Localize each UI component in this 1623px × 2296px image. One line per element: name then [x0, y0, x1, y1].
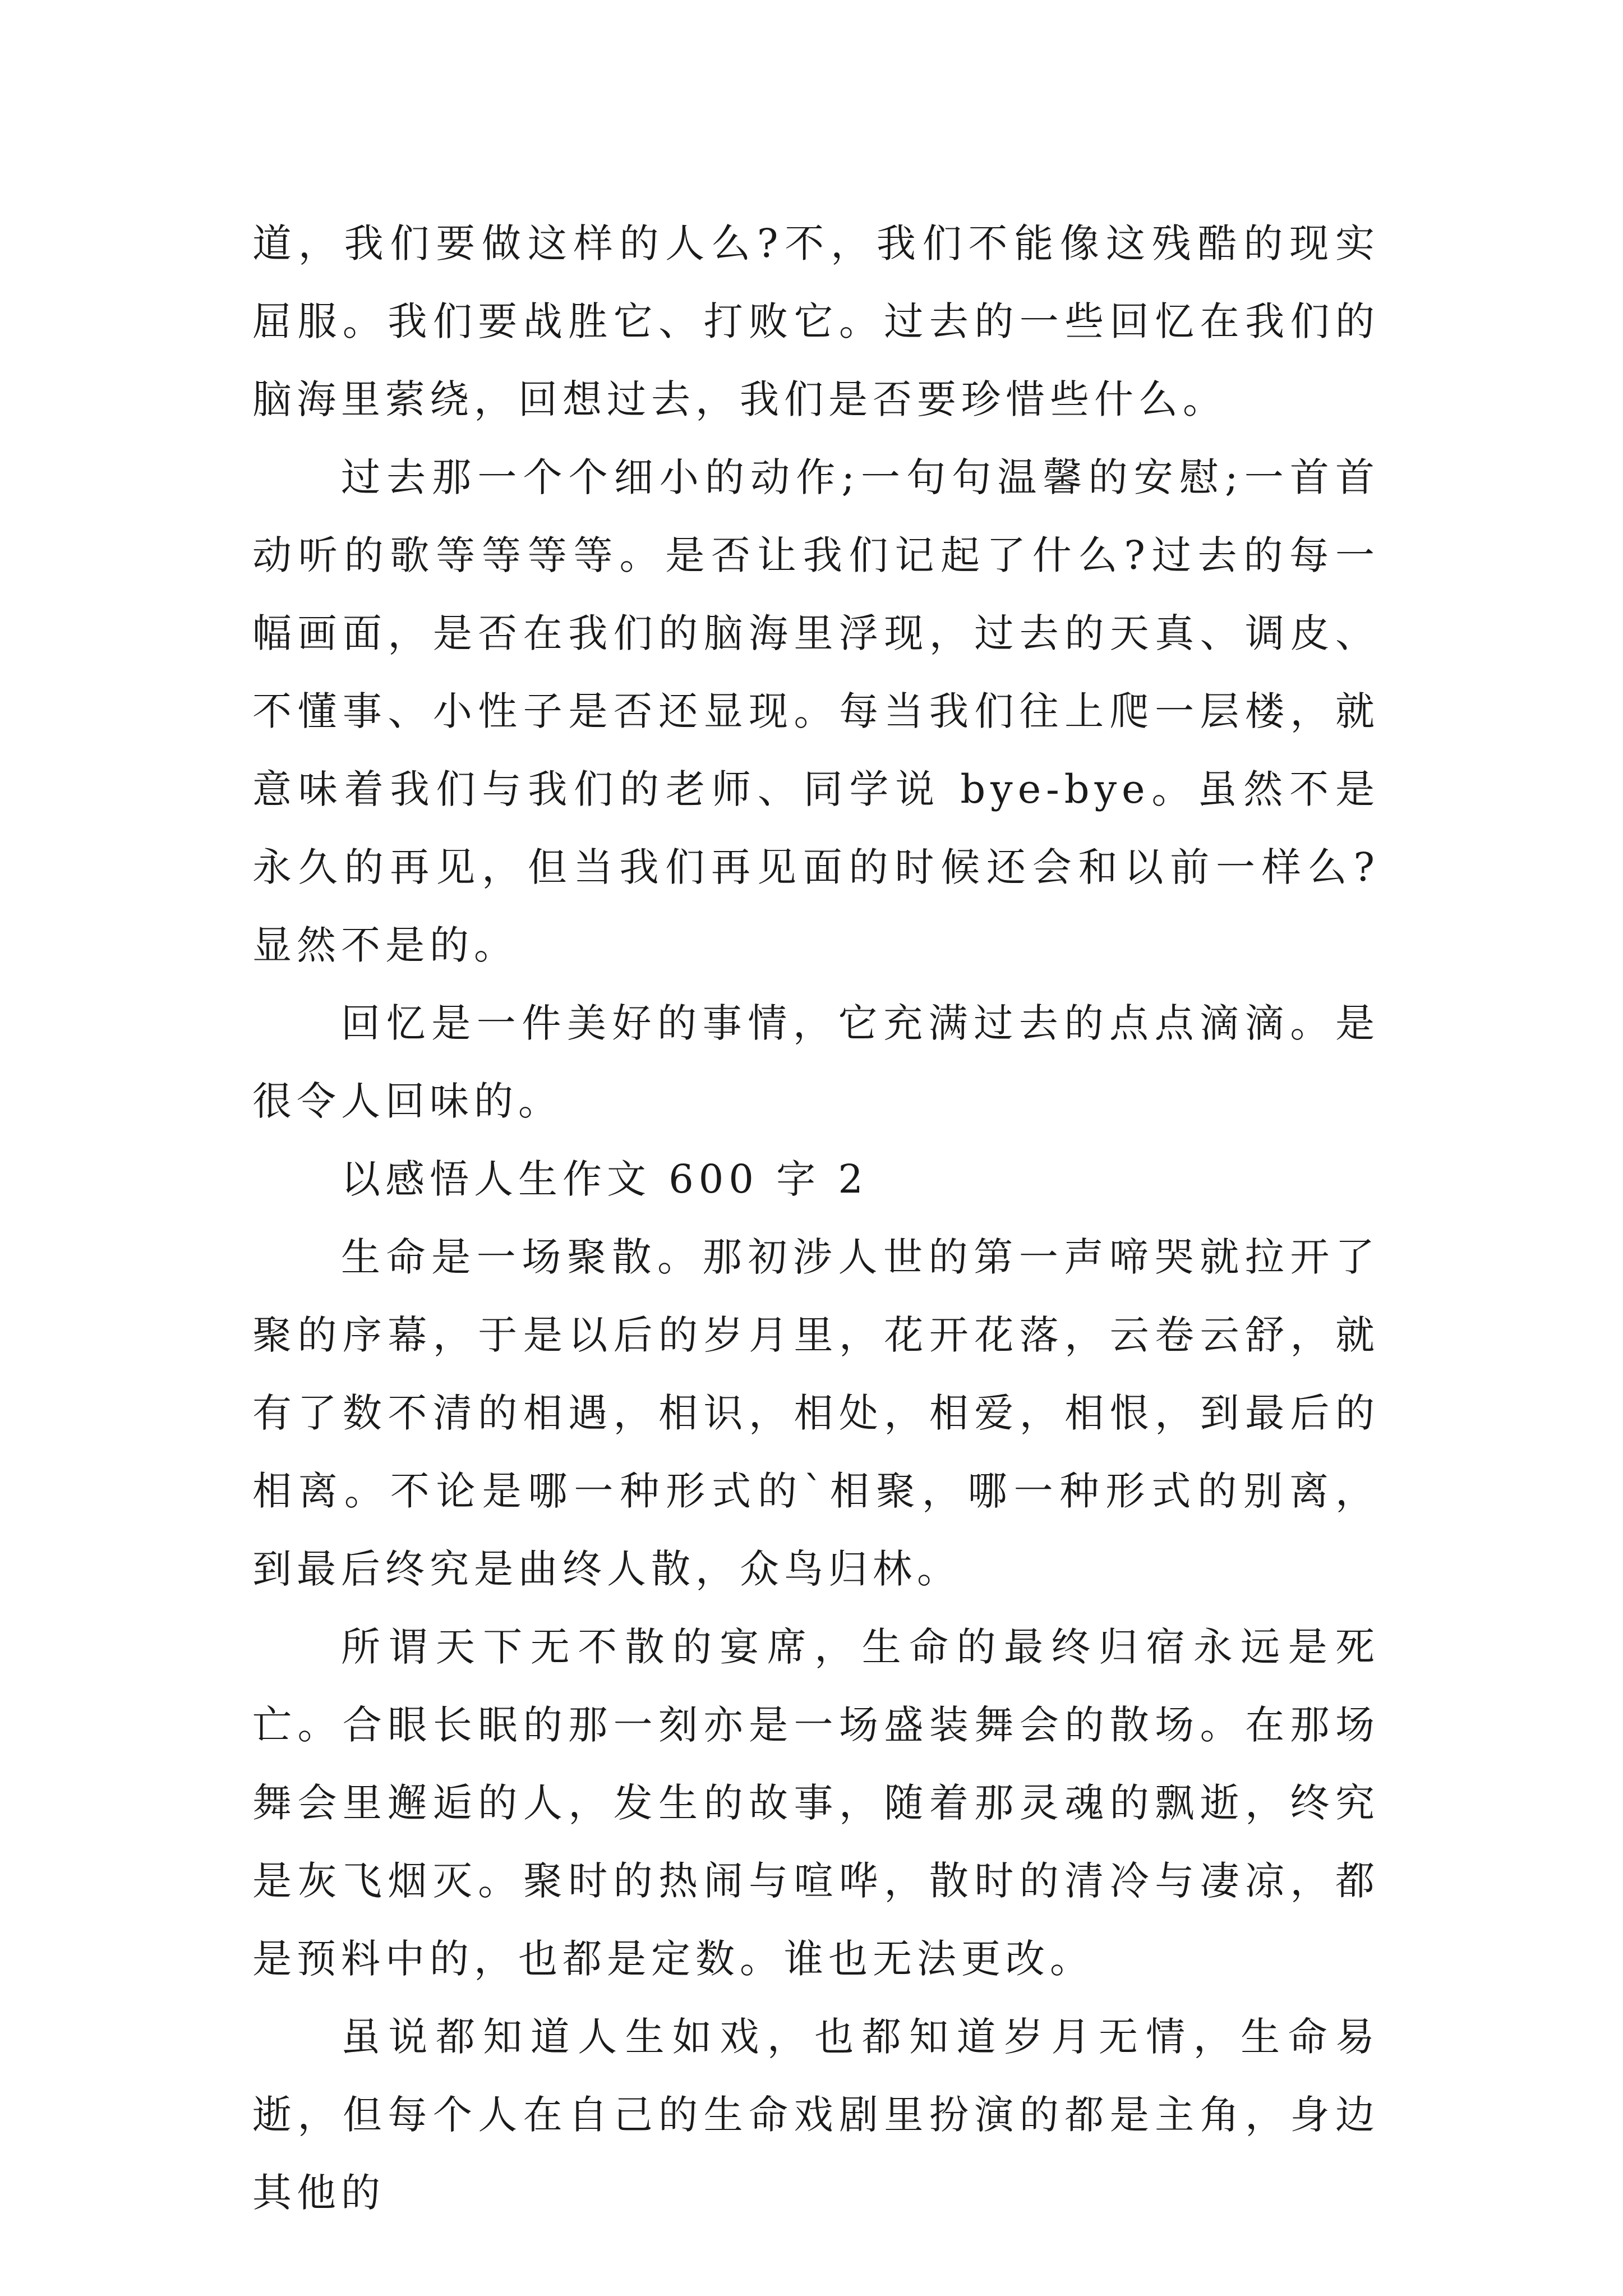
paragraph-memories: 过去那一个个细小的动作;一句句温馨的安慰;一首首动听的歌等等等等。是否让我们记起了什么?过去的每一幅画面，是否在我们的脑海里浮现，过去的天真、调皮、不懂事、小性子是否还显现。每当我们往上爬一层楼，就意味着我们与我们的老师、同学说 bye-bye。虽然不是永久的再见，但当我们再见面的时候还会和以前一样么?显然不是的。	[252, 454, 1380, 968]
paragraph-life-drama: 虽说都知道人生如戏，也都知道岁月无情，生命易逝，但每个人在自己的生命戏剧里扮演的都是主角，身边其他的	[252, 2014, 1380, 2216]
essay-heading: 以感悟人生作文 600 字 2	[341, 1156, 868, 1202]
paragraph-gathering: 生命是一场聚散。那初涉人世的第一声啼哭就拉开了聚的序幕，于是以后的岁月里，花开花落，云卷云舒，就有了数不清的相遇，相识，相处，相爱，相恨，到最后的相离。不论是哪一种形式的`相聚，哪一种形式的别离，到最后终究是曲终人散，众鸟归林。	[252, 1234, 1380, 1592]
paragraph-continuation: 道，我们要做这样的人么?不，我们不能像这残酷的现实屈服。我们要战胜它、打败它。过去的一些回忆在我们的脑海里萦绕，回想过去，我们是否要珍惜些什么。	[252, 220, 1380, 422]
paragraph-banquet: 所谓天下无不散的宴席，生命的最终归宿永远是死亡。合眼长眠的那一刻亦是一场盛装舞会的散场。在那场舞会里邂逅的人，发生的故事，随着那灵魂的飘逝，终究是灰飞烟灭。聚时的热闹与喧哗，散时的清冷与凄凉，都是预料中的，也都是定数。谁也无法更改。	[252, 1624, 1380, 1982]
document-body	[252, 205, 1380, 2232]
paragraph-reminiscence: 回忆是一件美好的事情，它充满过去的点点滴滴。是很令人回味的。	[252, 1000, 1380, 1124]
